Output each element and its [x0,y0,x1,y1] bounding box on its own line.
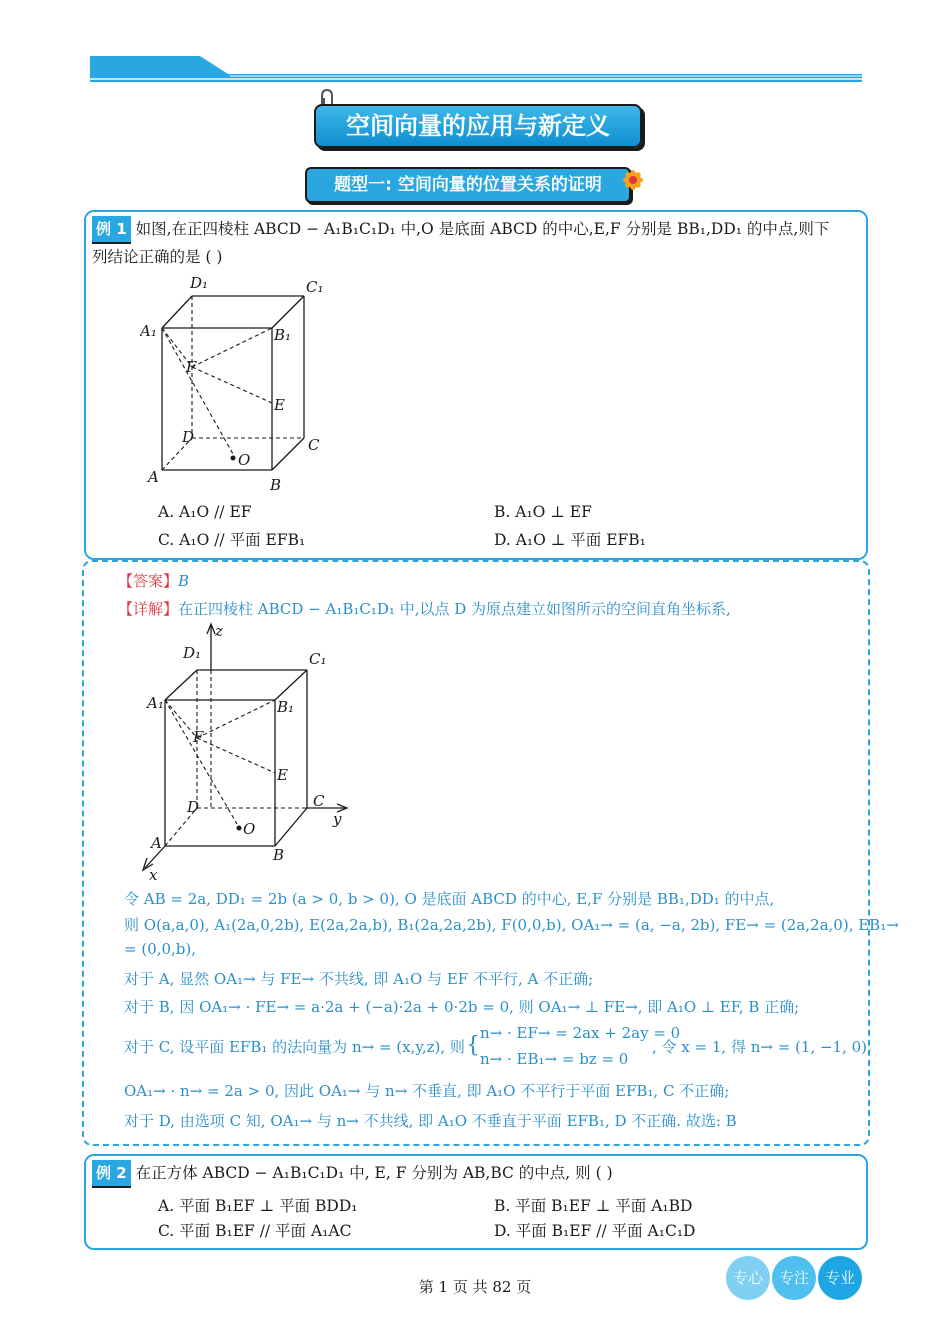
page-footer: 第 1 页 共 82 页 [418,1278,532,1296]
label2-a: A [151,834,162,852]
example-tag-2: 例 2 [92,1160,131,1188]
axis-x: x [149,866,158,882]
detail-line-7: OA₁→ · n→ = 2a > 0, 因此 OA₁→ 与 n→ 不垂直, 即 A₁O 不平行于平面 EFB₁, C 不正确; [124,1082,730,1100]
system-eq-2: n→ · EB₁→ = bz = 0 [480,1050,629,1068]
detail-line-2: 则 O(a,a,0), A₁(2a,0,2b), E(2a,2a,b), B₁(2a,2a,2b), F(0,0,b), OA₁→ = (a, −a, 2b), FE→ = (2a,2a,0), EB₁→ [124,916,899,934]
ex2-option-d[interactable]: D. 平面 B₁EF // 平面 A₁C₁D [494,1222,696,1240]
label-c: C [308,436,320,454]
label2-d: D [187,798,200,816]
label-f: F [186,358,197,376]
detail-line-3: = (0,0,b), [124,940,197,958]
point-o-2 [237,826,242,831]
prism-figure-1 [140,270,340,495]
ex2-option-b[interactable]: B. 平面 B₁EF ⊥ 平面 A₁BD [494,1197,693,1215]
prism-figure-2 [135,620,360,882]
example-tag: 例 1 [92,216,131,244]
example-1-question: 例 1 如图,在正四棱柱 ABCD − A₁B₁C₁D₁ 中,O 是底面 ABCD 的中心,E,F 分别是 BB₁,DD₁ 的中点,则下 列结论正确的是 ( ) [92,216,862,270]
example-2-question: 例 2 在正方体 ABCD − A₁B₁C₁D₁ 中, E, F 分别为 AB,BC 的中点, 则 ( ) [92,1160,862,1188]
option-c[interactable]: C. A₁O // 平面 EFB₁ [158,531,306,549]
flower-icon [616,163,650,197]
label2-o: O [243,820,256,838]
detail-intro: 【详解】在正四棱柱 ABCD − A₁B₁C₁D₁ 中,以点 D 为原点建立如图所示的空间直角坐标系, [118,600,731,618]
label-d: D [182,428,195,446]
label-a1: A₁ [140,322,157,340]
option-b[interactable]: B. A₁O ⊥ EF [494,503,592,521]
label2-b: B [273,846,285,864]
label-b: B [270,476,282,494]
label-e: E [274,396,285,414]
header-band [90,52,862,84]
label2-c1: C₁ [309,650,327,668]
label2-b1: B₁ [277,698,295,716]
badge-3: 专业 [818,1256,862,1300]
label-b1: B₁ [274,326,292,344]
badge-2: 专注 [772,1256,816,1300]
label2-a1: A₁ [147,694,164,712]
axis-z: z [215,622,223,640]
label2-f: F [193,728,204,746]
detail-line-8: 对于 D, 由选项 C 知, OA₁→ 与 n→ 不共线, 即 A₁O 不垂直于平面 EFB₁, D 不正确. 故选: B [124,1112,737,1130]
label2-c: C [313,792,325,810]
detail-line-4: 对于 A, 显然 OA₁→ 与 FE→ 不共线, 即 A₁O 与 EF 不平行, A 不正确; [124,970,594,988]
ex2-option-a[interactable]: A. 平面 B₁EF ⊥ 平面 BDD₁ [158,1197,358,1215]
detail-line-1: 令 AB = 2a, DD₁ = 2b (a > 0, b > 0), O 是底面 ABCD 的中心, E,F 分别是 BB₁,DD₁ 的中点, [124,890,775,908]
detail-line-6b: , 令 x = 1, 得 n→ = (1, −1, 0), [652,1038,872,1056]
label-c1: C₁ [306,278,324,296]
system-eq-1: n→ · EF→ = 2ax + 2ay = 0 [480,1024,681,1042]
detail-line-6: 对于 C, 设平面 EFB₁ 的法向量为 n→ = (x,y,z), 则 [124,1038,465,1056]
label-a: A [148,468,159,486]
page-title: 空间向量的应用与新定义 [314,104,642,148]
option-a[interactable]: A. A₁O // EF [158,503,252,521]
section-title: 题型一: 空间向量的位置关系的证明 [305,167,631,203]
option-d[interactable]: D. A₁O ⊥ 平面 EFB₁ [494,531,646,549]
badge-1: 专心 [726,1256,770,1300]
label-d1: D₁ [190,274,209,292]
brace: { [466,1033,480,1058]
answer-line: 【答案】B [118,572,190,590]
point-o [231,456,236,461]
detail-line-5: 对于 B, 因 OA₁→ · FE→ = a·2a + (−a)·2a + 0·2b = 0, 则 OA₁→ ⊥ FE→, 即 A₁O ⊥ EF, B 正确; [124,998,800,1016]
axis-y: y [333,810,342,828]
label-o: O [238,451,251,469]
label2-e: E [277,766,288,784]
ex2-option-c[interactable]: C. 平面 B₁EF // 平面 A₁AC [158,1222,352,1240]
label2-d1: D₁ [183,644,202,662]
